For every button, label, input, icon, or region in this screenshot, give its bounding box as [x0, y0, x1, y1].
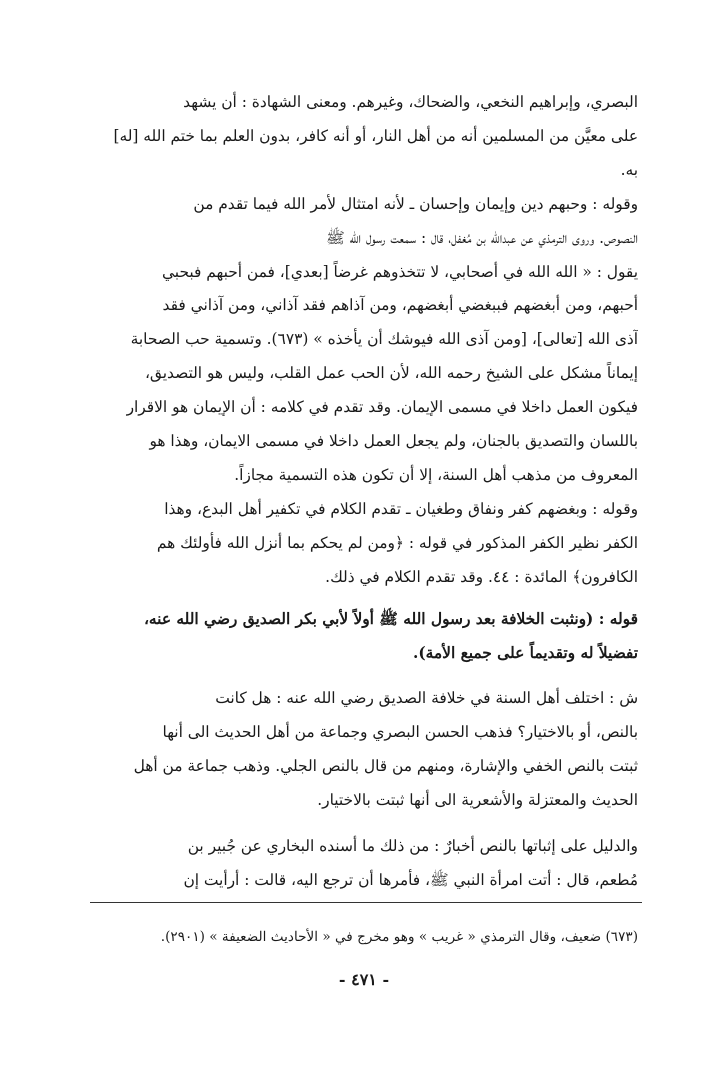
text-line: الحديث والمعتزلة والأشعرية الى أنها ثبتت بالاختيار.	[317, 791, 638, 810]
text-line: يقول : « الله الله في أصحابي، لا تتخذوهم غرضاً [بعدي]، فمن أحبهم فبحبي	[161, 262, 638, 281]
paragraph-6	[90, 830, 638, 898]
text-line: المعروف من مذهب أهل السنة، إلا أن تكون هذه التسمية مجازاً.	[234, 465, 638, 484]
text-line: مُطعم، قال : أتت امرأة النبي ﷺ، فأمرها أن ترجع اليه، قالت : أرأيت إن	[183, 870, 638, 889]
text-line: ثبتت بالنص الخفي والإشارة، ومنهم من قال بالنص الجلي. وذهب جماعة من أهل	[133, 757, 638, 776]
text-line: الكفر نظير الكفر المذكور في قوله : ﴿ومن لم يحكم بما أنزل الله فأولئك هم	[156, 533, 638, 552]
text-line: إيماناً مشكل على الشيخ رحمه الله، لأن الحب عمل القلب، وليس هو التصديق،	[144, 364, 638, 383]
main-text	[90, 86, 638, 898]
paragraph-3	[90, 493, 638, 595]
paragraph-5	[90, 682, 638, 818]
footnote: (٦٧٣) ضعيف، وقال الترمذي « غريب » وهو مخرج في « الأحاديث الضعيفة » (٢٩٠١).	[160, 929, 638, 945]
bold-quote-paragraph	[90, 603, 638, 671]
text-line: بالنص، أو بالاختيار؟ فذهب الحسن البصري وجماعة من أهل الحديث الى أنها	[162, 723, 638, 742]
text-line: الكافرون﴾ المائدة : ٤٤. وقد تقدم الكلام في ذلك.	[325, 567, 638, 586]
text-line: على معيَّن من المسلمين أنه من أهل النار، أو أنه كافر، بدون العلم بما ختم الله [له]	[113, 126, 638, 145]
text-line: النصوص. وروى الترمذي عن عبدالله بن مُغفل، قال : سمعت رسول الله ﷺ	[326, 228, 638, 247]
footnote-divider	[90, 902, 642, 903]
text-line: به.	[620, 160, 638, 179]
text-line: والدليل على إثباتها بالنص أخبارٌ : من ذلك ما أسنده البخاري عن جُبير بن	[187, 837, 638, 856]
paragraph-2	[90, 188, 638, 493]
text-line: البصري، وإبراهيم النخعي، والضحاك، وغيرهم. ومعنى الشهادة : أن يشهد	[183, 93, 638, 111]
page-number: - ٤٧١ -	[338, 970, 390, 989]
text-line: باللسان والتصديق بالجنان، ولم يجعل العمل داخلا في مسمى الايمان، وهذا هو	[149, 432, 638, 451]
text-line: قوله : (ونثبت الخلافة بعد رسول الله ﷺ أولاً لأبي بكر الصديق رضي الله عنه،	[143, 609, 638, 628]
text-line: وقوله : وبغضهم كفر ونفاق وطغيان ـ تقدم الكلام في تكفير أهل البدع، وهذا	[164, 499, 638, 518]
text-line: وقوله : وحبهم دين وإيمان وإحسان ـ لأنه امتثال لأمر الله فيما تقدم من	[193, 194, 638, 213]
paragraph-1	[90, 86, 638, 188]
text-line: آذى الله [تعالى]، [ومن آذى الله فيوشك أن يأخذه » (٦٧٣). وتسمية حب الصحابة	[130, 330, 638, 349]
text-line: فيكون العمل داخلا في مسمى الإيمان. وقد تقدم في كلامه : أن الإيمان هو الاقرار	[126, 398, 638, 417]
text-line: ش : اختلف أهل السنة في خلافة الصديق رضي الله عنه : هل كانت	[215, 689, 638, 708]
text-line: أحبهم، ومن أبغضهم فببغضي أبغضهم، ومن آذاهم فقد آذاني، ومن آذاني فقد	[162, 296, 638, 315]
text-line: تفضيلاً له وتقديماً على جميع الأمة).	[413, 643, 638, 662]
